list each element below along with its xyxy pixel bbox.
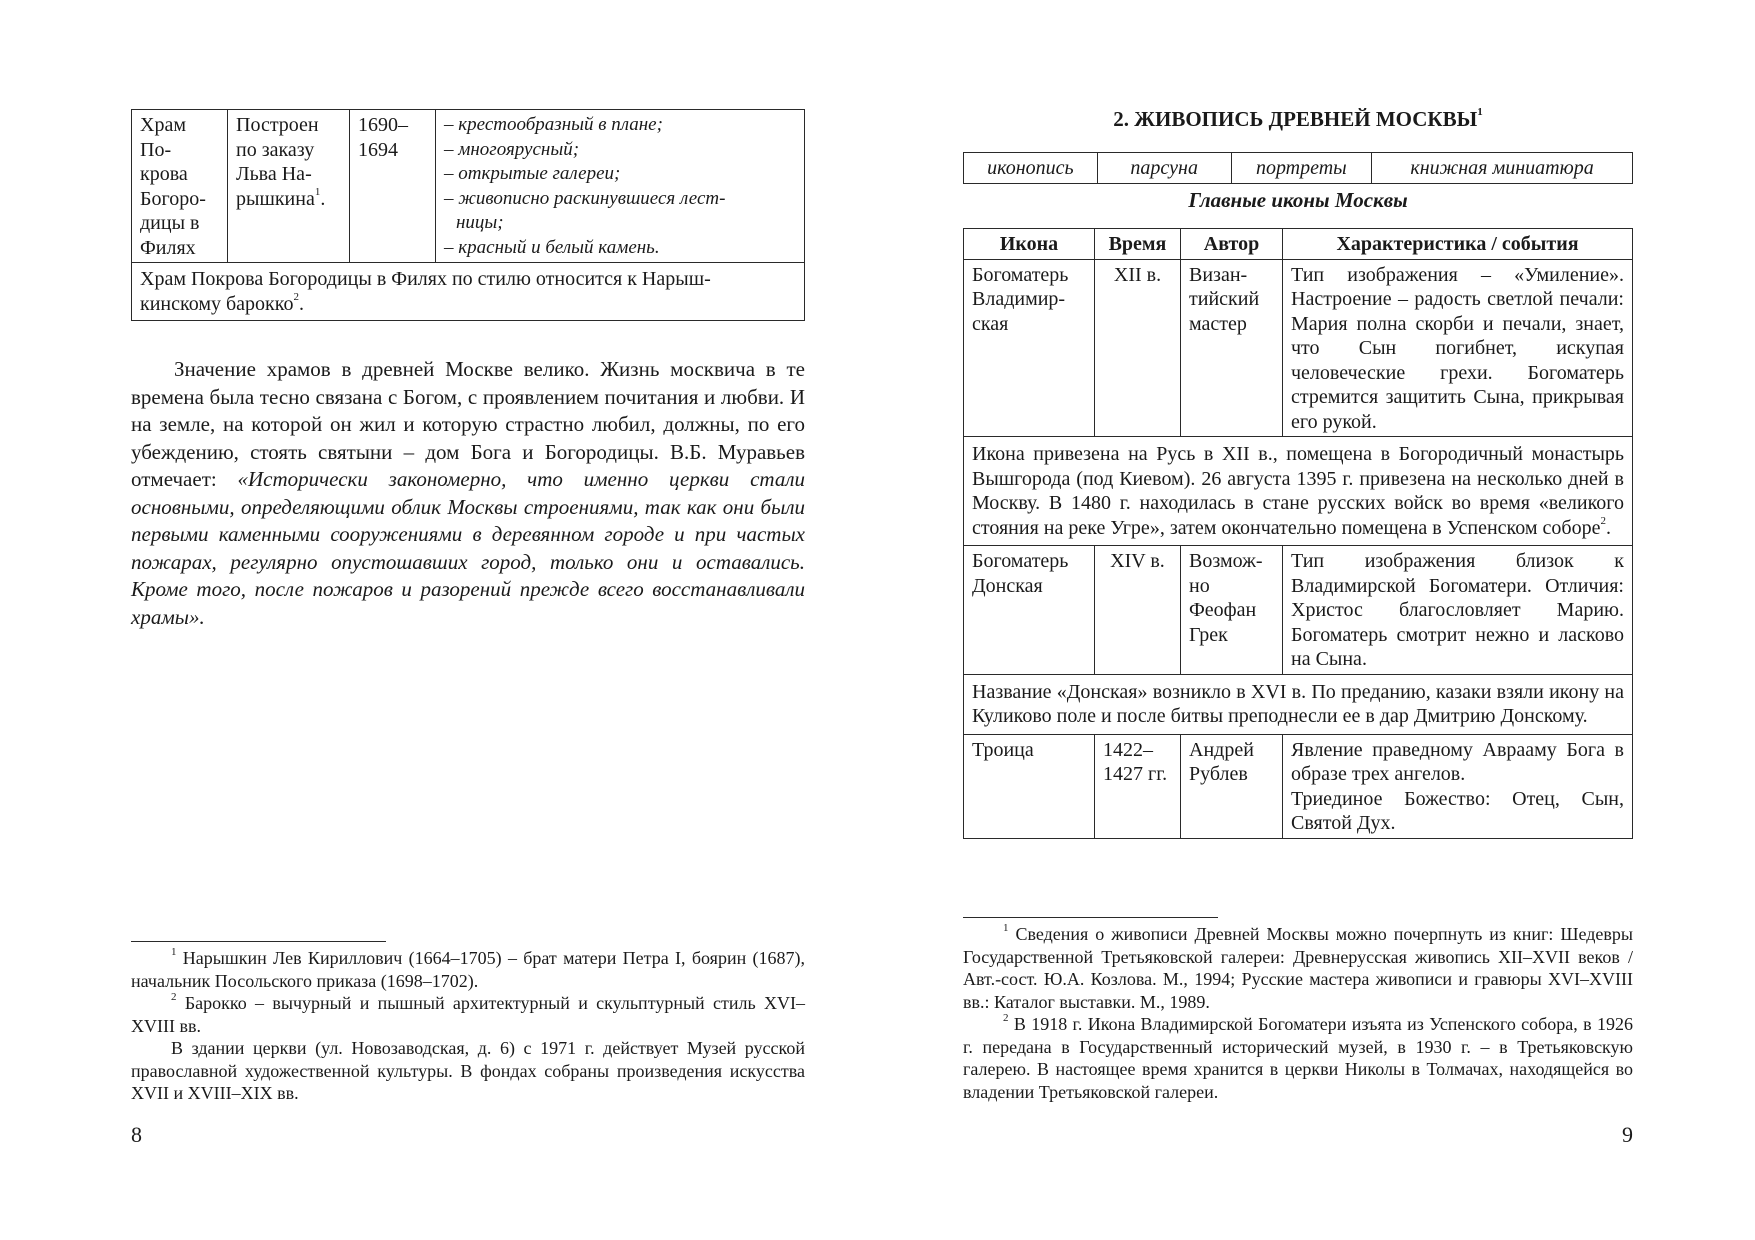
icon-row [964,734,1633,838]
genre-item: книжная миниатюра [1372,153,1633,184]
header-icon: Икона [964,229,1095,260]
icon-author: Андрей Рублев [1181,734,1283,838]
icons-table [963,228,1633,839]
quote: «Исторически закономерно, что именно церкви стали основными, определяющими облик Москвы строениями, так как они были первыми каменными сооружениями в деревянном городе и при частых пожарах, регулярно опустошавших город, только они и оставались. Кроме того, после пожаров и разорений прежде всего восстанавливали храмы». [131,467,805,629]
footnote: $^1$ Сведения о живописи Древней Москвы можно почерпнуть из книг: Шедевры Государственной Третьяковской галереи: Древнерусская живопись XII–XVII веков / Авт.-сост. Ю.А. Козлова. М., 1994; Русские мастера живописи и гравюры XVI–XVIII вв.: Каталог выставки. М., 1989. [963,922,1633,1012]
genre-item: иконопись [964,153,1098,184]
header-time: Время [1095,229,1181,260]
feature-item: – многоярусный; [444,138,580,160]
header-desc: Характеристика / события [1283,229,1633,260]
church-years-cell: 1690– 1694 [350,110,436,263]
footnote: $^2$ В 1918 г. Икона Владимирской Богоматери изъята из Успенского собора, в 1926 г. передана в Государственный исторический музей, в 1930 г. – в Третьяковскую галерею. В настоящее время хранится в церкви Николы в Толмачах, находящейся во владении Третьяковской галереи. [963,1012,1633,1102]
church-note-cell: Храм Покрова Богородицы в Филях по стилю относится к Нарыш- кинскому барокко$^2$. [132,263,805,321]
footnote-ref: 1 [314,185,321,198]
footnote: $^1$ Нарышкин Лев Кириллович (1664–1705) – брат матери Петра I, боярин (1687), начальник Посольского приказа (1698–1702). [131,946,805,991]
genres-table [963,152,1633,184]
church-built-cell: Построен по заказу Льва На- рышкина$^1$. [228,110,350,263]
feature-item: – живописно раскинувшиеся лест- [444,187,726,209]
footnotes [963,923,1633,1103]
church-name-cell: Храм По- крова Богоро- дицы в Филях [132,110,228,263]
feature-item: – крестообразный в плане; [444,114,663,135]
icon-note: Икона привезена на Русь в XII в., помещена в Богородичный монастырь Вышгорода (под Киевом). 26 августа 1395 г. привезена на несколько дней в Москву. В 1480 г. находилась в стане русских войск во время «великого стояния на реке Угре», затем окончательно помещена в Успенском соборе$^2$. [964,437,1633,546]
icon-time: XII в. [1095,259,1181,437]
main-paragraph: Значение храмов в древней Москве велико. Жизнь москвича в те времена была тесно связана с Богом, с проявлением почитания и любви. И на земле, на которой он жил и которую страстно любил, должны, по его убеждению, стоять святыни – дом Бога и Богородицы. В.Б. Муравьев отмечает: «Исторически закономерно, что именно церкви стали основными, определяющими облик Москвы строениями, так как они были первыми каменными сооружениями в деревянном городе и при частых пожарах, регулярно опустошавших город, только они и оставались. Кроме того, после пожаров и разорений прежде всего восстанавливали храмы». [131,357,805,629]
footnote-ref: 2 [1600,514,1606,527]
icon-note-row [964,674,1633,734]
icon-note-row [964,437,1633,546]
icon-time: XIV в. [1095,546,1181,675]
section-title: 2. ЖИВОПИСЬ ДРЕВНЕЙ МОСКВЫ$^1$ [1113,106,1483,131]
icon-row [964,259,1633,437]
icon-desc: Явление праведному Аврааму Бога в образе трех ангелов. Триединое Божество: Отец, Сын, Святой Дух. [1283,734,1633,838]
icons-header-row [964,229,1633,260]
footnote-rule [131,941,386,942]
footnote: $^2$ Барокко – вычурный и пышный архитектурный и скульптурный стиль XVI–XVIII вв. [131,991,805,1036]
church-features-cell [436,110,805,263]
icon-name: Троица [964,734,1095,838]
icon-time: 1422– 1427 гг. [1095,734,1181,838]
footnote: В здании церкви (ул. Новозаводская, д. 6) с 1971 г. действует Музей русской православной художественной культуры. В фондах собраны произведения искусства XVII и XVIII–XIX вв. [131,1038,805,1103]
footnotes [131,947,805,1105]
feature-item: – открытые галереи; [444,163,621,184]
icon-name: Богоматерь Владимир- ская [964,259,1095,437]
genre-item: парсуна [1097,153,1231,184]
genre-item: портреты [1231,153,1371,184]
header-author: Автор [1181,229,1283,260]
church-row [132,110,805,263]
page-number: 8 [131,1122,142,1147]
feature-item: ницы; [456,212,504,233]
icon-desc: Тип изображения близок к Владимирской Богоматери. Отличия: Христос благословляет Марию. Богоматерь смотрит нежно и ласково на Сына. [1283,546,1633,675]
church-note-row [132,263,805,321]
icon-author: Визан- тийский мастер [1181,259,1283,437]
table-subtitle: Главные иконы Москвы [1188,188,1408,212]
feature-item: – красный и белый камень. [444,236,660,258]
icon-row [964,546,1633,675]
footnote-rule [963,917,1218,918]
church-table [131,109,805,321]
features-list [444,113,796,260]
icon-author: Возмож- но Феофан Грек [1181,546,1283,675]
footnote-ref: 1 [1477,106,1483,118]
icon-note: Название «Донская» возникло в XVI в. По преданию, казаки взяли икону на Куликово поле и после битвы преподнесли ее в дар Дмитрию Донскому. [964,674,1633,734]
icon-desc: Тип изображения – «Умиление». Настроение – радость светлой печали: Мария полна скорби и печали, знает, что Сын погибнет, искупая человеческие грехи. Богоматерь стремится защитить Сына, прикрывая его рукой. [1283,259,1633,437]
page-number: 9 [1622,1122,1633,1147]
footnote-ref: 2 [293,290,299,303]
icon-name: Богоматерь Донская [964,546,1095,675]
